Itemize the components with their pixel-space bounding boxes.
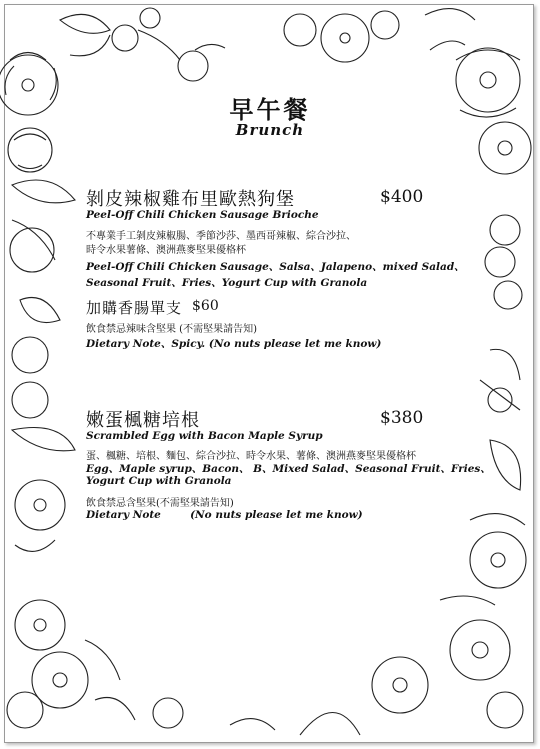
berry-cluster-top xyxy=(112,8,225,81)
flower-bottom-left xyxy=(7,600,183,728)
addon-note-en: Dietary Note、Spicy. (No nuts please let me know) xyxy=(86,338,382,350)
item2-note-en: Dietary Note (No nuts please let me know) xyxy=(86,509,363,521)
addon-price: $60 xyxy=(192,298,219,314)
item1-desc-en-1: Peel-Off Chili Chicken Sausage、Salsa、Jalapeno、mixed Salad、 xyxy=(86,261,465,273)
leaf-right-side xyxy=(470,215,526,588)
addon-name-zh: 加購香腸單支 xyxy=(86,299,183,317)
menu-title-zh: 早午餐 xyxy=(229,95,311,124)
item2-price: $380 xyxy=(380,408,424,428)
item2-desc-zh: 蛋、楓糖、培根、麵包、綜合沙拉、時令水果、薯條、澳洲燕麥堅果優格杯 xyxy=(86,451,416,462)
item2-desc-en-1: Egg、Maple syrup、Bacon、 B、Mixed Salad、Seasonal Fruit、Fries、 xyxy=(86,463,491,475)
item1-desc-zh-1: 不專業手工剝皮辣椒腸、季節沙莎、墨西哥辣椒、綜合沙拉、 xyxy=(86,231,356,242)
leaf-left-side xyxy=(10,180,75,551)
item1-price: $400 xyxy=(380,187,424,207)
item2-desc-en-2: Yogurt Cup with Granola xyxy=(86,475,232,487)
flower-bottom-right xyxy=(230,596,523,735)
item2-note-zh: 飲食禁忌含堅果(不需堅果請告知) xyxy=(86,498,234,509)
item1-name-en: Peel-Off Chili Chicken Sausage Brioche xyxy=(86,209,319,221)
addon-note-zh: 飲食禁忌辣味含堅果 (不需堅果請告知) xyxy=(86,324,257,335)
item2-name-en: Scrambled Egg with Bacon Maple Syrup xyxy=(86,430,323,442)
item1-name-zh: 剝皮辣椒雞布里歐熱狗堡 xyxy=(86,189,295,210)
item1-desc-zh-2: 時令水果薯條、澳洲燕麥堅果優格杯 xyxy=(86,245,246,256)
item1-desc-en-2: Seasonal Fruit、Fries、Yogurt Cup with Granola xyxy=(86,277,368,289)
item2-name-zh: 嫩蛋楓糖培根 xyxy=(86,410,200,431)
menu-title-en: Brunch xyxy=(235,121,305,139)
